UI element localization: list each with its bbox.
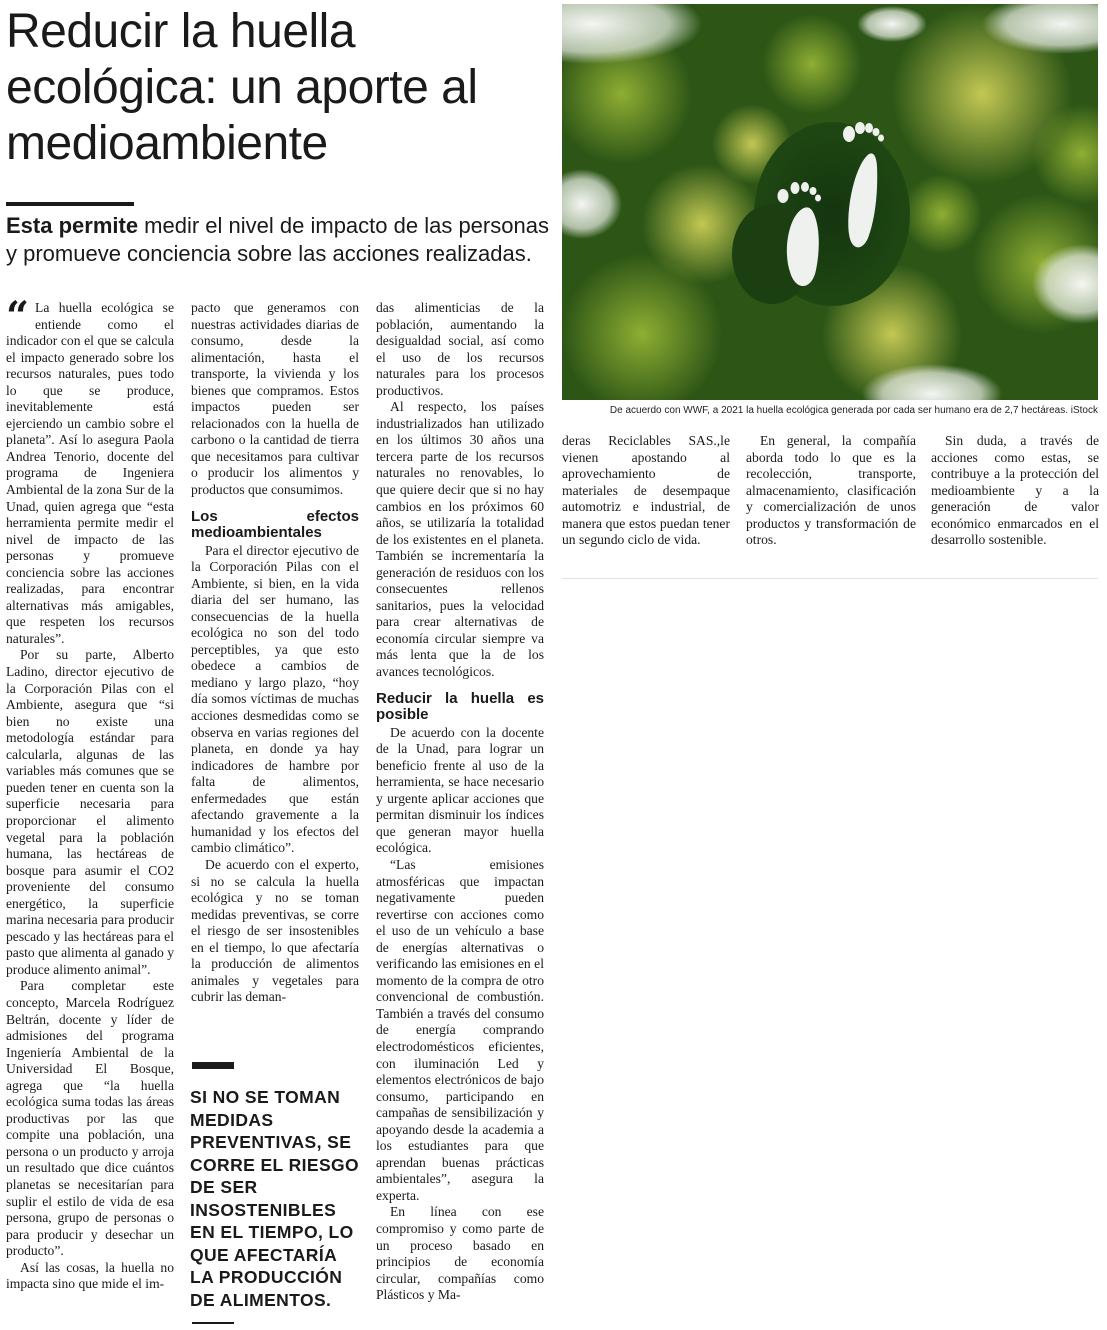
subheadline-rest: medir el nivel de impacto de las personas y promueve conciencia sobre las acciones realizadas. bbox=[6, 213, 549, 266]
article-paragraph: Para el director ejecutivo de la Corporación Pilas con el Ambiente, si bien, en la vida diaria del ser humano, las consecuencias de la huella ecológica no son del todo perceptibles, ya que esto obedece a cambios de mediano y largo plazo, “hoy día somos víctimas de muchas acciones desmedidas como se observa en varias regiones del planeta, en donde ya hay indicadores de hambre por falta de alimentos, enfermedades que están afectando gravemente a la humanidad y los efectos del cambio climático”. bbox=[191, 542, 359, 856]
article-paragraph: das alimenticias de la población, aumentando la desigualdad social, así como el uso de los recursos naturales para los procesos productivos. bbox=[376, 300, 544, 398]
subhead-efectos: Los efectos medioambientales bbox=[191, 507, 359, 541]
article-paragraph: pacto que generamos con nuestras actividades diarias de consumo, desde la alimentación, hasta el transporte, la vivienda y los bienes que compramos. Estos impactos pueden ser relacionados con la huella de carbono o la cantidad de tierra que necesitamos para cultivar o producir los alimentos y productos que consumimos. bbox=[191, 300, 359, 498]
headline-rule bbox=[6, 202, 134, 206]
article-paragraph: “ La huella ecológica se entiende como el indicador con el que se calcula el impacto generado sobre los recursos naturales, pues todo lo que se produce, inevitablemente está ejerciendo un cambio sobre el planeta”. Así lo asegura Paola Andrea Tenorio, docente del programa de Ingeniera Ambiental de la zona Sur de la Unad, quien agrega que “esta herramienta permite medir el nivel de impacto de las personas y promueve conciencia sobre las acciones realizadas, para encontrar alternativas más amigables, que respeten los recursos naturales”. bbox=[6, 293, 174, 646]
article-paragraph: deras Reciclables SAS.,le vienen apostando al aprovechamiento de materiales de desempaque automotriz e industrial, de manera que estos puedan tener un segundo ciclo de vida. bbox=[562, 433, 730, 548]
forest-footprint-photo bbox=[562, 4, 1098, 400]
headline: Reducir la huella ecológica: un aporte al medioambiente bbox=[6, 5, 478, 170]
open-quote-icon: “ bbox=[6, 293, 30, 340]
article-column-1 bbox=[6, 293, 174, 1293]
article-paragraph: Al respecto, los países industrializados han utilizado en los últimos 30 años una tercera parte de los recursos naturales no renovables, lo que quiere decir que si no hay cambios en los próximos 60 años, se utilizaría la totalidad de los existentes en el planeta. También se incrementaría la generación de residuos con los consecuentes rellenos sanitarios, pues la velocidad para crear alternativas de economía circular siempre va más lenta que la de los avances tecnológicos. bbox=[376, 399, 544, 680]
article-paragraph: Así las cosas, la huella no impacta sino que mide el im- bbox=[6, 1259, 174, 1292]
pull-quote: SI NO SE TOMAN MEDIDAS PREVENTIVAS, SE CORRE EL RIESGO DE SER INSOSTENIBLES EN EL TIEMPO, LO QUE AFECTARÍA LA PRODUCCIÓN DE ALIMENTOS. bbox=[190, 1087, 360, 1310]
article-paragraph: De acuerdo con la docente de la Unad, para lograr un beneficio frente al uso de la herramienta, se hace necesario y urgente aplicar acciones que permitan disminuir los índices que generan mayor huella ecológica. bbox=[376, 724, 544, 856]
pull-quote-rule bbox=[192, 1062, 234, 1069]
subheadline bbox=[6, 212, 554, 268]
subheadline-lead: Esta permite bbox=[6, 213, 139, 238]
article-paragraph: Para completar este concepto, Marcela Rodríguez Beltrán, docente y líder de admisiones del programa Ingeniería Ambiental de la Universidad El Bosque, agrega que “la huella ecológica suma todas las áreas productivas por las que compite una población, una persona o un producto y arroja un resultado que dice cuántos planetas se necesitarían para suplir el estilo de vida de esa persona, grupo de personas o para producir y desechar un producto”. bbox=[6, 978, 174, 1259]
divider bbox=[562, 578, 1098, 579]
article-column-6 bbox=[931, 433, 1099, 549]
pull-quote-rule-bottom bbox=[192, 1322, 234, 1324]
article-column-2 bbox=[191, 300, 359, 1006]
article-paragraph: De acuerdo con el experto, si no se calcula la huella ecológica y no se toman medidas preventivas, se corre el riesgo de ser insostenibles en el tiempo, lo que afectaría la producción de alimentos animales y vegetales para cubrir las deman- bbox=[191, 856, 359, 1005]
article-paragraph: “Las emisiones atmosféricas que impactan negativamente pueden revertirse con acciones como el uso de un vehículo a base de energías alternativas o verificando las emisiones en el momento de la compra de otro convencional de combustión. También a través del consumo de energía comprando electrodomésticos eficientes, con iluminación Led y elementos electrónicos de bajo consumo, participando en campañas de sensibilización y apoyando desde la academia a los estudiantes para que aprendan buenas prácticas ambientales”, asegura la experta. bbox=[376, 856, 544, 1203]
article-column-3 bbox=[376, 300, 544, 1304]
article-paragraph: Sin duda, a través de acciones como estas, se contribuye a la protección del medioambiente y a la generación de valor económico enmarcados en el desarrollo sostenible. bbox=[931, 433, 1099, 548]
subhead-reducir: Reducir la huella es posible bbox=[376, 689, 544, 723]
article-paragraph: En línea con ese compromiso y como parte de un proceso basado en principios de economía circular, compañías como Plásticos y Ma- bbox=[376, 1204, 544, 1303]
photo-caption: De acuerdo con WWF, a 2021 la huella ecológica generada por cada ser humano era de 2,7 hectáreas. iStock bbox=[609, 405, 1098, 416]
article-column-4 bbox=[562, 433, 730, 549]
article-paragraph: Por su parte, Alberto Ladino, director ejecutivo de la Corporación Pilas con el Ambiente, asegura que “si bien no existe una metodología estándar para calcularla, algunas de las variables más comunes que se pueden tener en cuenta son la superficie necesaria para proporcionar el alimento vegetal para la población humana, las hectáreas de bosque para asumir el CO2 proveniente del consumo energético, la superficie marina necesaria para producir pescado y las hectáreas para el pasto que alimenta al ganado y produce alimento animal”. bbox=[6, 647, 174, 977]
article-column-5 bbox=[746, 433, 916, 549]
article-paragraph: En general, la compañía aborda todo lo que es la recolección, transporte, almacenamiento, clasificación y comercialización de unos productos y transformación de otros. bbox=[746, 433, 916, 548]
